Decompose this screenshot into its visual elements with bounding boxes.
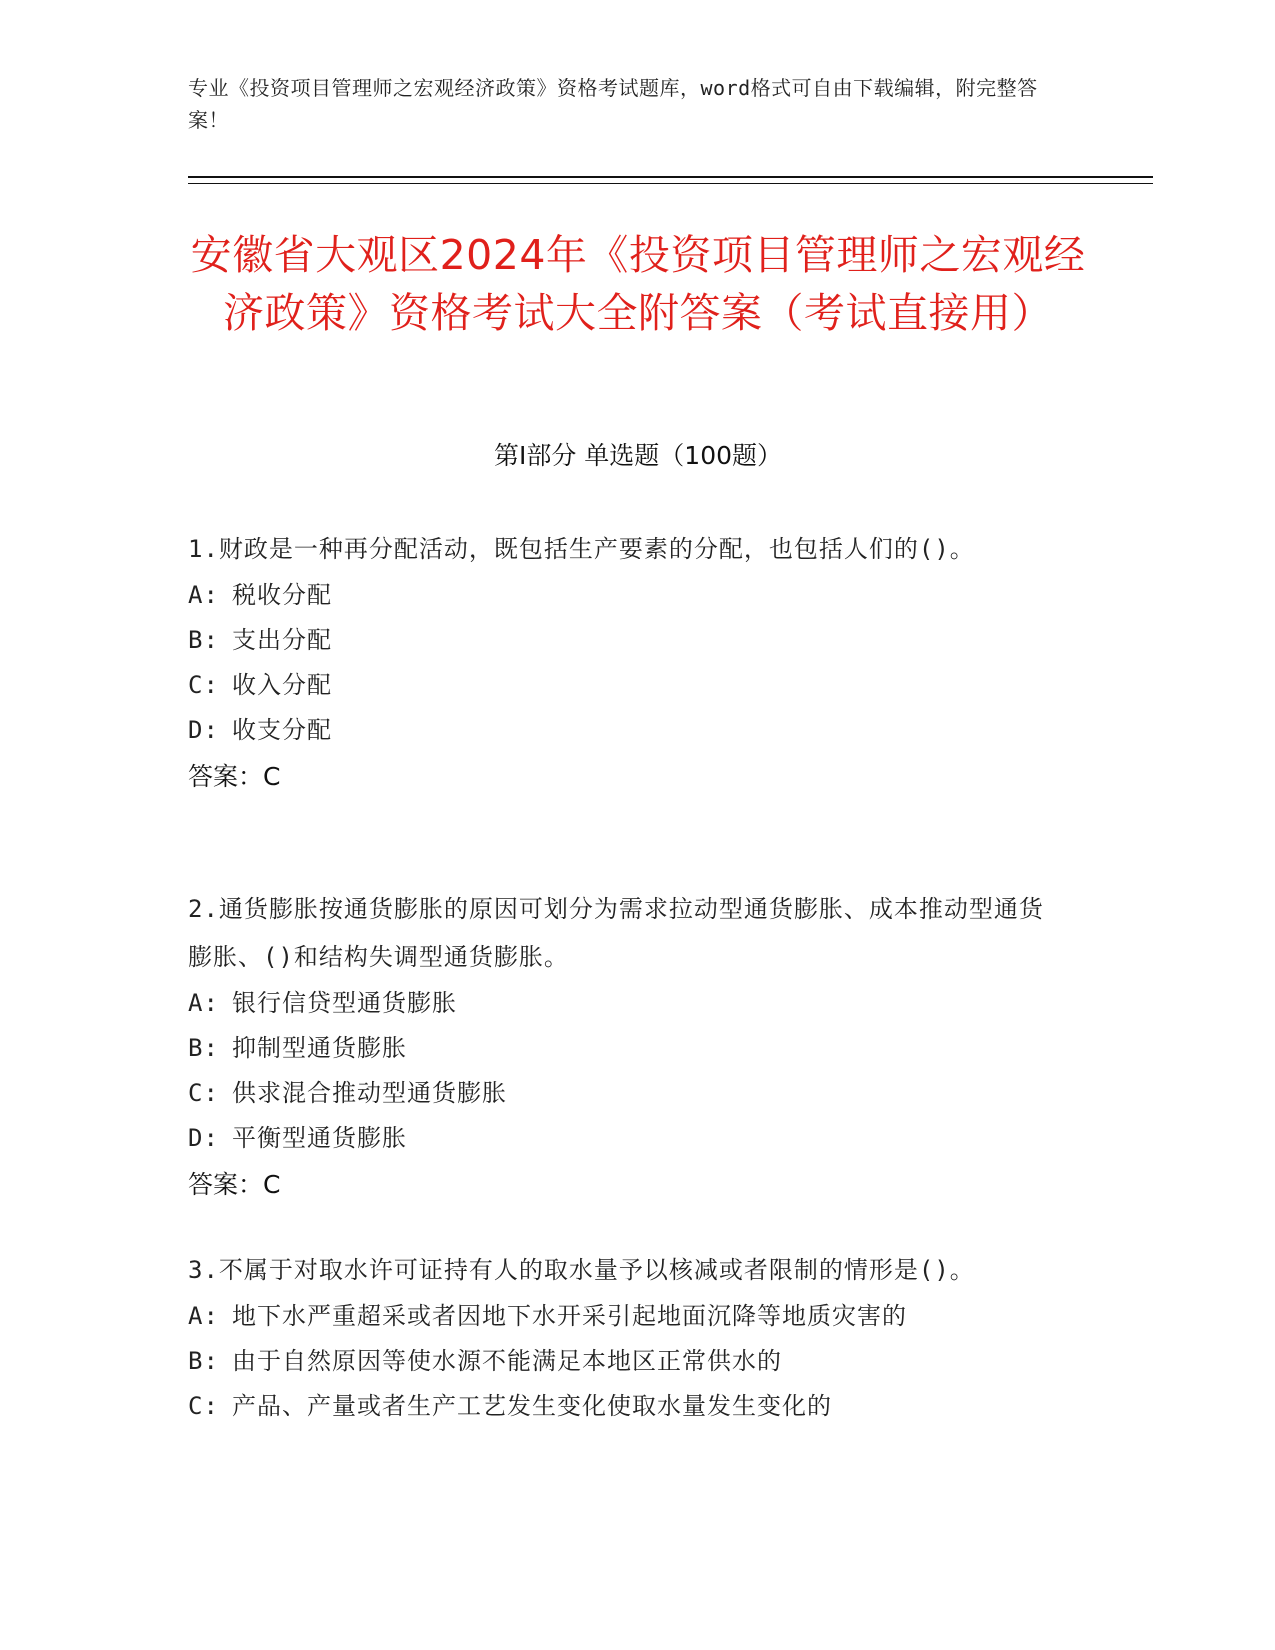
option-b	[188, 618, 1068, 663]
option-text: 收支分配	[232, 716, 332, 744]
option-label: A:	[188, 1302, 219, 1330]
option-label: D:	[188, 716, 219, 744]
option-label: C:	[188, 671, 219, 699]
option-label: A:	[188, 581, 219, 609]
option-text: 供求混合推动型通货膨胀	[232, 1079, 507, 1107]
option-text: 产品、产量或者生产工艺发生变化使取水量发生变化的	[232, 1392, 832, 1420]
option-label: A:	[188, 989, 219, 1017]
option-c	[188, 663, 1068, 708]
question-3	[188, 1246, 1068, 1429]
option-text: 收入分配	[232, 671, 332, 699]
option-text: 由于自然原因等使水源不能满足本地区正常供水的	[232, 1347, 782, 1375]
option-label: C:	[188, 1392, 219, 1420]
document-title: 安徽省大观区2024年《投资项目管理师之宏观经济政策》资格考试大全附答案（考试直接用）	[190, 231, 1086, 337]
option-label: B:	[188, 626, 219, 654]
option-text: 平衡型通货膨胀	[232, 1124, 407, 1152]
option-a	[188, 573, 1068, 618]
option-label: B:	[188, 1347, 219, 1375]
option-text: 地下水严重超采或者因地下水开采引起地面沉降等地质灾害的	[232, 1302, 907, 1330]
option-a	[188, 981, 1068, 1026]
option-b	[188, 1339, 1068, 1384]
answer: 答案：C	[188, 762, 281, 791]
question-1	[188, 525, 1068, 801]
option-c	[188, 1384, 1068, 1429]
option-label: C:	[188, 1079, 219, 1107]
header-divider-thin	[188, 183, 1153, 184]
option-label: D:	[188, 1124, 219, 1152]
question-stem: 3.不属于对取水许可证持有人的取水量予以核减或者限制的情形是()。	[188, 1256, 975, 1284]
option-d	[188, 1116, 1068, 1161]
question-stem: 1.财政是一种再分配活动，既包括生产要素的分配，也包括人们的()。	[188, 535, 975, 563]
option-b	[188, 1026, 1068, 1071]
header-divider-thick	[188, 176, 1153, 178]
question-2	[188, 885, 1068, 1209]
section-heading: 第Ⅰ部分 单选题（100题）	[493, 441, 783, 470]
option-label: B:	[188, 1034, 219, 1062]
question-stem: 2.通货膨胀按通货膨胀的原因可划分为需求拉动型通货膨胀、成本推动型通货膨胀、()和结构失调型通货膨胀。	[188, 895, 1044, 971]
option-text: 支出分配	[232, 626, 332, 654]
option-d	[188, 708, 1068, 753]
header-note: 专业《投资项目管理师之宏观经济政策》资格考试题库，word格式可自由下载编辑，附完整答案！	[188, 76, 1038, 132]
option-c	[188, 1071, 1068, 1116]
option-a	[188, 1294, 1068, 1339]
answer: 答案：C	[188, 1170, 281, 1199]
option-text: 抑制型通货膨胀	[232, 1034, 407, 1062]
option-text: 税收分配	[232, 581, 332, 609]
option-text: 银行信贷型通货膨胀	[232, 989, 457, 1017]
